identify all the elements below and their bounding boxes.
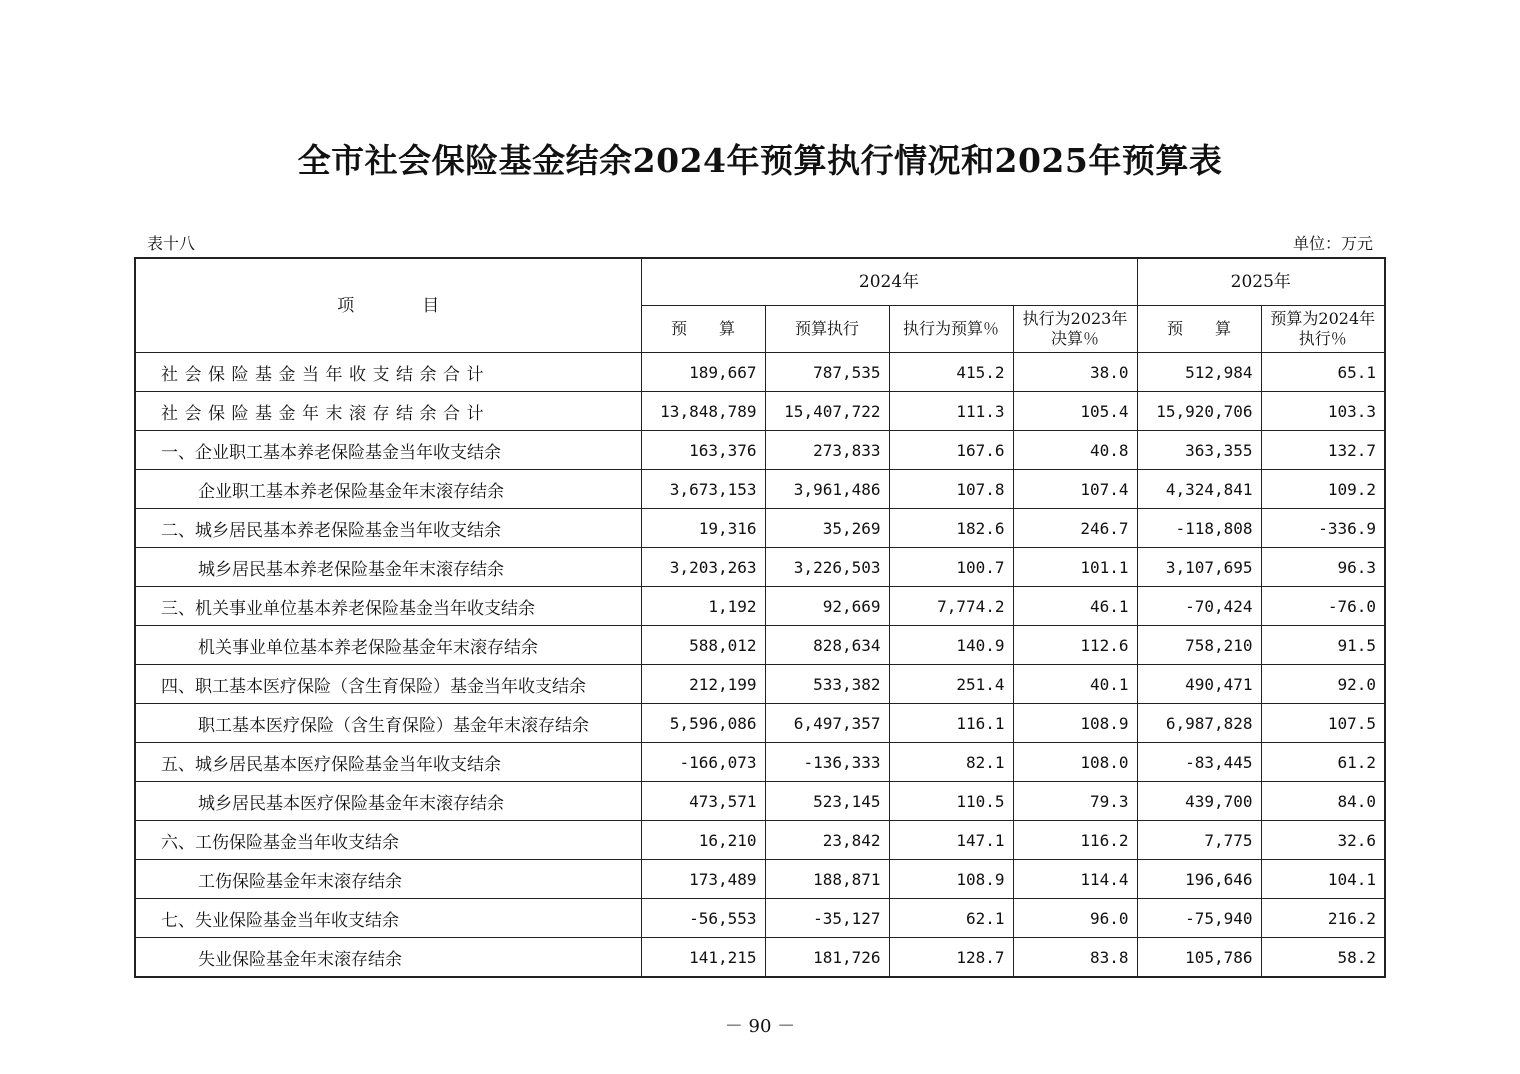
cell-value: 23,842 — [765, 821, 889, 860]
cell-value: -76.0 — [1261, 587, 1385, 626]
cell-value: 100.7 — [889, 548, 1013, 587]
cell-value: 105,786 — [1137, 938, 1261, 978]
cell-value: 189,667 — [641, 353, 765, 392]
table-row — [135, 665, 1385, 704]
cell-value: 107.4 — [1013, 470, 1137, 509]
cell-value: 7,775 — [1137, 821, 1261, 860]
cell-value: 19,316 — [641, 509, 765, 548]
cell-value: 6,987,828 — [1137, 704, 1261, 743]
cell-value: 758,210 — [1137, 626, 1261, 665]
cell-value: 1,192 — [641, 587, 765, 626]
cell-value: 32.6 — [1261, 821, 1385, 860]
header-col: 执行为2023年决算％ — [1013, 306, 1137, 353]
table-row — [135, 548, 1385, 587]
cell-value: 65.1 — [1261, 353, 1385, 392]
cell-value: 147.1 — [889, 821, 1013, 860]
cell-value: 3,673,153 — [641, 470, 765, 509]
cell-value: -118,808 — [1137, 509, 1261, 548]
header-year-2024: 2024年 — [641, 258, 1137, 306]
row-label: 社会保险基金年末滚存结余合计 — [135, 392, 641, 431]
row-label: 工伤保险基金年末滚存结余 — [135, 860, 641, 899]
table-row — [135, 899, 1385, 938]
cell-value: -75,940 — [1137, 899, 1261, 938]
cell-value: 182.6 — [889, 509, 1013, 548]
cell-value: 246.7 — [1013, 509, 1137, 548]
row-label: 城乡居民基本医疗保险基金年末滚存结余 — [135, 782, 641, 821]
table-id: 表十八 — [147, 234, 196, 253]
cell-value: 16,210 — [641, 821, 765, 860]
cell-value: 3,226,503 — [765, 548, 889, 587]
row-label: 二、城乡居民基本养老保险基金当年收支结余 — [135, 509, 641, 548]
cell-value: 96.0 — [1013, 899, 1137, 938]
table-row — [135, 587, 1385, 626]
cell-value: -35,127 — [765, 899, 889, 938]
cell-value: 108.9 — [889, 860, 1013, 899]
cell-value: 58.2 — [1261, 938, 1385, 978]
cell-value: 92.0 — [1261, 665, 1385, 704]
row-label: 机关事业单位基本养老保险基金年末滚存结余 — [135, 626, 641, 665]
cell-value: 82.1 — [889, 743, 1013, 782]
cell-value: 107.8 — [889, 470, 1013, 509]
table-row — [135, 431, 1385, 470]
cell-value: 273,833 — [765, 431, 889, 470]
cell-value: 163,376 — [641, 431, 765, 470]
table-row — [135, 392, 1385, 431]
cell-value: 523,145 — [765, 782, 889, 821]
cell-value: 173,489 — [641, 860, 765, 899]
cell-value: 35,269 — [765, 509, 889, 548]
cell-value: 140.9 — [889, 626, 1013, 665]
cell-value: 141,215 — [641, 938, 765, 978]
cell-value: 251.4 — [889, 665, 1013, 704]
header-item: 项 目 — [135, 258, 641, 353]
cell-value: -336.9 — [1261, 509, 1385, 548]
page-number: － 90 － — [724, 1016, 796, 1037]
cell-value: 415.2 — [889, 353, 1013, 392]
row-label: 社会保险基金当年收支结余合计 — [135, 353, 641, 392]
cell-value: 3,961,486 — [765, 470, 889, 509]
table-row — [135, 704, 1385, 743]
cell-value: 104.1 — [1261, 860, 1385, 899]
cell-value: 128.7 — [889, 938, 1013, 978]
cell-value: 46.1 — [1013, 587, 1137, 626]
cell-value: 108.9 — [1013, 704, 1137, 743]
cell-value: 116.1 — [889, 704, 1013, 743]
cell-value: 588,012 — [641, 626, 765, 665]
table-row — [135, 782, 1385, 821]
cell-value: 40.1 — [1013, 665, 1137, 704]
page-title: 全市社会保险基金结余2024年预算执行情况和2025年预算表 — [297, 141, 1223, 180]
cell-value: 7,774.2 — [889, 587, 1013, 626]
table-row — [135, 353, 1385, 392]
cell-value: 96.3 — [1261, 548, 1385, 587]
cell-value: 512,984 — [1137, 353, 1261, 392]
cell-value: 181,726 — [765, 938, 889, 978]
cell-value: 132.7 — [1261, 431, 1385, 470]
row-label: 失业保险基金年末滚存结余 — [135, 938, 641, 978]
cell-value: 112.6 — [1013, 626, 1137, 665]
cell-value: 212,199 — [641, 665, 765, 704]
table-row — [135, 470, 1385, 509]
cell-value: 109.2 — [1261, 470, 1385, 509]
header-col: 预算为2024年执行％ — [1261, 306, 1385, 353]
cell-value: 787,535 — [765, 353, 889, 392]
cell-value: 79.3 — [1013, 782, 1137, 821]
cell-value: 828,634 — [765, 626, 889, 665]
cell-value: 188,871 — [765, 860, 889, 899]
cell-value: 5,596,086 — [641, 704, 765, 743]
cell-value: 4,324,841 — [1137, 470, 1261, 509]
cell-value: -136,333 — [765, 743, 889, 782]
cell-value: 15,920,706 — [1137, 392, 1261, 431]
cell-value: -70,424 — [1137, 587, 1261, 626]
table-row — [135, 860, 1385, 899]
table-row — [135, 938, 1385, 978]
cell-value: 38.0 — [1013, 353, 1137, 392]
cell-value: 363,355 — [1137, 431, 1261, 470]
header-col: 预 算 — [1137, 306, 1261, 353]
cell-value: 62.1 — [889, 899, 1013, 938]
cell-value: 111.3 — [889, 392, 1013, 431]
unit-label: 单位：万元 — [1292, 234, 1373, 253]
cell-value: 91.5 — [1261, 626, 1385, 665]
cell-value: 40.8 — [1013, 431, 1137, 470]
cell-value: 473,571 — [641, 782, 765, 821]
cell-value: 15,407,722 — [765, 392, 889, 431]
cell-value: 110.5 — [889, 782, 1013, 821]
row-label: 职工基本医疗保险（含生育保险）基金年末滚存结余 — [135, 704, 641, 743]
row-label: 四、职工基本医疗保险（含生育保险）基金当年收支结余 — [135, 665, 641, 704]
table-row — [135, 743, 1385, 782]
cell-value: -56,553 — [641, 899, 765, 938]
header-col: 预 算 — [641, 306, 765, 353]
cell-value: -166,073 — [641, 743, 765, 782]
header-col: 预算执行 — [765, 306, 889, 353]
cell-value: -83,445 — [1137, 743, 1261, 782]
row-label: 七、失业保险基金当年收支结余 — [135, 899, 641, 938]
cell-value: 13,848,789 — [641, 392, 765, 431]
cell-value: 116.2 — [1013, 821, 1137, 860]
cell-value: 103.3 — [1261, 392, 1385, 431]
cell-value: 108.0 — [1013, 743, 1137, 782]
cell-value: 105.4 — [1013, 392, 1137, 431]
cell-value: 439,700 — [1137, 782, 1261, 821]
cell-value: 101.1 — [1013, 548, 1137, 587]
cell-value: 92,669 — [765, 587, 889, 626]
cell-value: 196,646 — [1137, 860, 1261, 899]
cell-value: 3,203,263 — [641, 548, 765, 587]
table-row — [135, 821, 1385, 860]
cell-value: 167.6 — [889, 431, 1013, 470]
row-label: 一、企业职工基本养老保险基金当年收支结余 — [135, 431, 641, 470]
cell-value: 216.2 — [1261, 899, 1385, 938]
header-year-2025: 2025年 — [1137, 258, 1385, 306]
cell-value: 83.8 — [1013, 938, 1137, 978]
row-label: 企业职工基本养老保险基金年末滚存结余 — [135, 470, 641, 509]
cell-value: 6,497,357 — [765, 704, 889, 743]
cell-value: 61.2 — [1261, 743, 1385, 782]
cell-value: 533,382 — [765, 665, 889, 704]
table-row — [135, 509, 1385, 548]
row-label: 五、城乡居民基本医疗保险基金当年收支结余 — [135, 743, 641, 782]
cell-value: 114.4 — [1013, 860, 1137, 899]
cell-value: 84.0 — [1261, 782, 1385, 821]
row-label: 三、机关事业单位基本养老保险基金当年收支结余 — [135, 587, 641, 626]
row-label: 六、工伤保险基金当年收支结余 — [135, 821, 641, 860]
row-label: 城乡居民基本养老保险基金年末滚存结余 — [135, 548, 641, 587]
cell-value: 3,107,695 — [1137, 548, 1261, 587]
header-col: 执行为预算％ — [889, 306, 1013, 353]
table-row — [135, 626, 1385, 665]
budget-table — [134, 257, 1386, 978]
cell-value: 107.5 — [1261, 704, 1385, 743]
cell-value: 490,471 — [1137, 665, 1261, 704]
